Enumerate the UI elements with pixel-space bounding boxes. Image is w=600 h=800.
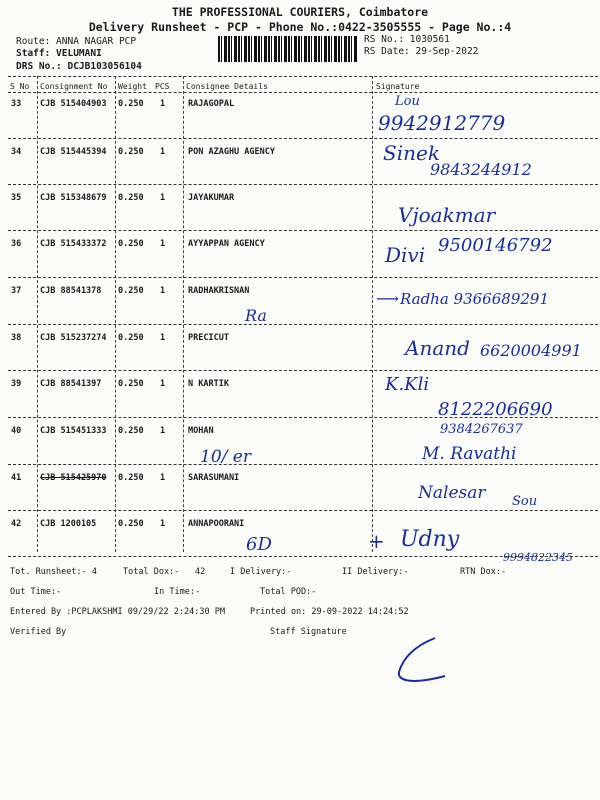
row-pcs: 1 bbox=[160, 333, 166, 343]
row-sno: 42 bbox=[11, 519, 22, 529]
row-sno: 39 bbox=[11, 379, 22, 389]
ii-delivery-label: II Delivery:- bbox=[342, 567, 409, 577]
row-divider bbox=[8, 277, 598, 278]
signature-scrawl: Divi bbox=[385, 243, 426, 267]
col-header-pcs: PCS bbox=[155, 82, 170, 91]
initials-scrawl: Ra bbox=[245, 306, 267, 325]
row-sno: 41 bbox=[11, 473, 22, 483]
row-consignment: CJB 515425970 bbox=[40, 473, 107, 483]
row-divider bbox=[8, 370, 598, 371]
total-dox-value: 42 bbox=[195, 567, 206, 577]
total-pod-label: Total POD:- bbox=[260, 587, 317, 597]
row-weight: 0.250 bbox=[118, 99, 144, 109]
printed-on: Printed on: 29-09-2022 14:24:52 bbox=[250, 607, 409, 617]
table-bottom-border bbox=[8, 556, 598, 557]
row-divider bbox=[8, 230, 598, 231]
row-divider bbox=[8, 510, 598, 511]
row-pcs: 1 bbox=[160, 286, 166, 296]
row-weight: 0.250 bbox=[118, 239, 144, 249]
row-consignee: ANNAPOORANI bbox=[188, 519, 245, 529]
total-runsheet: Tot. Runsheet:- 4 bbox=[10, 567, 97, 577]
row-weight: 0.250 bbox=[118, 193, 144, 203]
row-weight: 0.250 bbox=[118, 147, 144, 157]
handwritten-phone: 6620004991 bbox=[480, 341, 582, 360]
handwritten-phone: 9384267637 bbox=[440, 422, 523, 437]
row-pcs: 1 bbox=[160, 99, 166, 109]
col-header-sno: S No bbox=[10, 82, 30, 91]
row-sno: 37 bbox=[11, 286, 22, 296]
initials-scrawl: 6D bbox=[246, 534, 272, 555]
handwritten-phone: 9500146792 bbox=[438, 235, 553, 256]
row-weight: 0.250 bbox=[118, 379, 144, 389]
row-weight: 0.250 bbox=[118, 519, 144, 529]
drs-number: DRS No.: DCJB103056104 bbox=[16, 61, 142, 72]
row-weight: 0.250 bbox=[118, 426, 144, 436]
plus-icon: + bbox=[368, 529, 385, 553]
row-divider bbox=[8, 417, 598, 418]
col-divider bbox=[183, 76, 184, 552]
col-divider bbox=[115, 76, 116, 552]
row-pcs: 1 bbox=[160, 193, 166, 203]
row-consignee: PRECICUT bbox=[188, 333, 229, 343]
signature-scrawl: Sinek bbox=[383, 141, 440, 165]
row-consignee: MOHAN bbox=[188, 426, 214, 436]
in-time-label: In Time:- bbox=[154, 587, 201, 597]
row-consignment: CJB 88541397 bbox=[40, 379, 102, 389]
row-weight: 0.250 bbox=[118, 333, 144, 343]
col-divider bbox=[372, 76, 373, 552]
runsheet-subtitle: Delivery Runsheet - PCP - Phone No.:0422-3505555 - Page No.:4 bbox=[88, 20, 512, 34]
signature-scrawl: Anand bbox=[405, 336, 470, 360]
signature-scrawl: K.Kli bbox=[385, 374, 430, 395]
company-title: THE PROFESSIONAL COURIERS, Coimbatore bbox=[171, 5, 429, 19]
row-divider bbox=[8, 324, 598, 325]
row-consignment: CJB 515433372 bbox=[40, 239, 107, 249]
col-header-signature: Signature bbox=[376, 82, 420, 91]
signature-scrawl: M. Ravathi bbox=[422, 444, 517, 464]
out-time-label: Out Time:- bbox=[10, 587, 62, 597]
signature-scrawl: Nalesar bbox=[418, 483, 486, 503]
entered-by: Entered By :PCPLAKSHMI 09/29/22 2:24:30 PM bbox=[10, 607, 225, 617]
row-sno: 38 bbox=[11, 333, 22, 343]
row-consignee: SARASUMANI bbox=[188, 473, 240, 483]
handwritten-phone: 9942912779 bbox=[378, 111, 506, 135]
row-consignment: CJB 515237274 bbox=[40, 333, 107, 343]
row-pcs: 1 bbox=[160, 473, 166, 483]
row-pcs: 1 bbox=[160, 426, 166, 436]
signature-scrawl: Radha 9366689291 bbox=[400, 290, 549, 308]
row-pcs: 1 bbox=[160, 379, 166, 389]
col-divider bbox=[37, 76, 38, 552]
col-header-consignment: Consignment No bbox=[40, 82, 108, 91]
row-consignment: CJB 515404903 bbox=[40, 99, 107, 109]
row-divider bbox=[8, 464, 598, 465]
row-weight: 0.250 bbox=[118, 473, 144, 483]
row-sno: 40 bbox=[11, 426, 22, 436]
row-sno: 34 bbox=[11, 147, 22, 157]
row-pcs: 1 bbox=[160, 519, 166, 529]
barcode bbox=[218, 36, 358, 62]
staff-signature-scrawl bbox=[385, 632, 455, 690]
signature-scrawl: Udny bbox=[400, 527, 460, 552]
row-pcs: 1 bbox=[160, 239, 166, 249]
table-header-border bbox=[8, 92, 598, 93]
row-divider bbox=[8, 184, 598, 185]
rs-number: RS No.: 1030561 bbox=[364, 34, 450, 45]
row-consignee: AYYAPPAN AGENCY bbox=[188, 239, 265, 249]
initials-scrawl: 10/ er bbox=[200, 447, 251, 467]
row-sno: 33 bbox=[11, 99, 22, 109]
col-header-weight: Weight bbox=[118, 82, 147, 91]
rs-date: RS Date: 29-Sep-2022 bbox=[364, 46, 479, 57]
handwritten-phone: 9994822345 bbox=[503, 551, 573, 564]
verified-by-label: Verified By bbox=[10, 627, 67, 637]
row-consignment: CJB 515348679 bbox=[40, 193, 107, 203]
total-dox-label: Total Dox:- bbox=[123, 567, 180, 577]
handwritten-phone: 8122206690 bbox=[438, 399, 553, 420]
row-consignee: PON AZAGHU AGENCY bbox=[188, 147, 275, 157]
row-pcs: 1 bbox=[160, 147, 166, 157]
row-sno: 36 bbox=[11, 239, 22, 249]
staff-signature-label: Staff Signature bbox=[270, 627, 347, 637]
row-consignee: RAJAGOPAL bbox=[188, 99, 235, 109]
staff-label: Staff: VELUMANI bbox=[16, 48, 102, 59]
row-weight: 0.250 bbox=[118, 286, 144, 296]
handwritten-phone: 9843244912 bbox=[430, 160, 532, 179]
rtn-dox-label: RTN Dox:- bbox=[460, 567, 507, 577]
col-header-consignee: Consignee Details bbox=[186, 82, 268, 91]
signature-scrawl: Vjoakmar bbox=[398, 203, 496, 227]
row-consignment: CJB 515451333 bbox=[40, 426, 107, 436]
arrow-icon: ⟶ bbox=[376, 289, 399, 308]
route-label: Route: ANNA NAGAR PCP bbox=[16, 36, 137, 47]
row-consignment: CJB 88541378 bbox=[40, 286, 102, 296]
i-delivery-label: I Delivery:- bbox=[230, 567, 292, 577]
row-consignee: JAYAKUMAR bbox=[188, 193, 235, 203]
row-consignee: RADHAKRISNAN bbox=[188, 286, 250, 296]
signature-scrawl: Lou bbox=[395, 94, 420, 109]
signature-scrawl: Sou bbox=[512, 494, 538, 509]
row-divider bbox=[8, 138, 598, 139]
row-consignee: N KARTIK bbox=[188, 379, 229, 389]
row-sno: 35 bbox=[11, 193, 22, 203]
row-consignment: CJB 515445394 bbox=[40, 147, 107, 157]
table-top-border bbox=[8, 76, 598, 77]
row-consignment: CJB 1200105 bbox=[40, 519, 97, 529]
